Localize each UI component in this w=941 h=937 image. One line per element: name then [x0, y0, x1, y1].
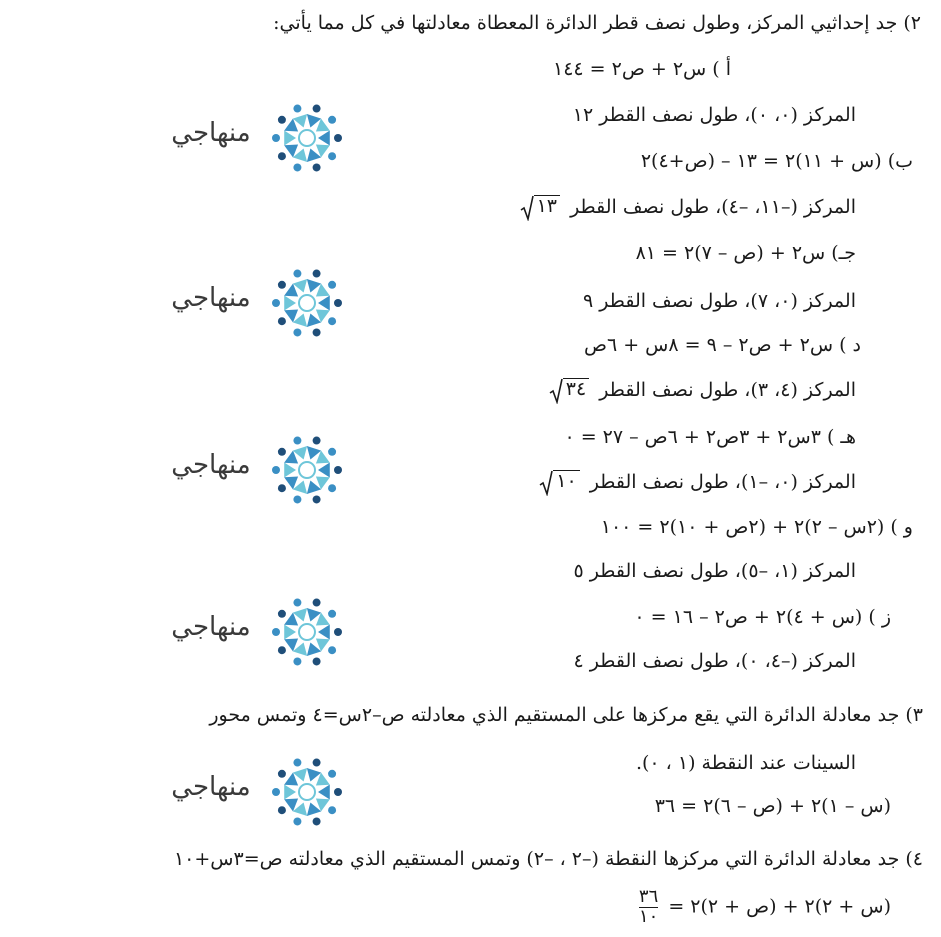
minhaji-logo-icon — [267, 592, 347, 672]
q2-a-equation: أ ) س٢ + ص٢ = ١٤٤ — [552, 58, 731, 80]
radical-sign — [520, 195, 560, 221]
fraction-numerator: ٣٦ — [638, 886, 659, 907]
minhaji-logo-text: منهاجي — [171, 450, 251, 480]
minhaji-logo-text: منهاجي — [171, 612, 251, 642]
minhaji-logo-icon — [267, 263, 347, 343]
q2-e-answer-text: المركز (٠، –١)، طول نصف القطر — [589, 471, 856, 493]
minhaji-logo-icon — [267, 752, 347, 832]
minhaji-logo — [155, 752, 345, 834]
q2-e-equation: هـ ) ٣س٢ + ٣ص٢ + ٦ص – ٢٧ = ٠ — [564, 426, 856, 448]
q4-answer — [635, 888, 891, 927]
q2-a-answer: المركز (٠، ٠)، طول نصف القطر ١٢ — [572, 104, 856, 126]
minhaji-logo-text: منهاجي — [171, 772, 251, 802]
q4-answer-text: (س + ٢)٢ + (ص + ٢)٢ = — [668, 895, 891, 918]
radical-sign — [539, 470, 579, 496]
minhaji-logo-text: منهاجي — [171, 283, 251, 313]
q3-line1: ٣) جد معادلة الدائرة التي يقع مركزها على المستقيم الذي معادلته ص–٢س=٤ وتمس محور — [209, 704, 923, 726]
minhaji-logo — [155, 430, 345, 512]
q2-f-answer: المركز (١، –٥)، طول نصف القطر ٥ — [573, 560, 856, 582]
minhaji-logo-text: منهاجي — [171, 118, 251, 148]
q2-b-answer — [516, 195, 856, 221]
q3-line2: السينات عند النقطة (١ ، ٠). — [635, 752, 856, 774]
q3-answer: (س – ١)٢ + (ص – ٦)٢ = ٣٦ — [654, 795, 891, 817]
fraction — [639, 888, 658, 927]
minhaji-logo-icon — [267, 430, 347, 510]
radical-sign — [549, 378, 589, 404]
q2-g-answer: المركز (–٤، ٠)، طول نصف القطر ٤ — [573, 650, 856, 672]
q2-g-equation: ز ) (س + ٤)٢ + ص٢ – ١٦ = ٠ — [634, 606, 891, 628]
q4-line1: ٤) جد معادلة الدائرة التي مركزها النقطة (–٢ ، –٢) وتمس المستقيم الذي معادلته ص=٣س+١٠ — [173, 848, 923, 870]
minhaji-logo — [155, 592, 345, 674]
fraction-denominator: ١٠ — [638, 905, 659, 927]
q2-c-equation: جـ) س٢ + (ص – ٧)٢ = ٨١ — [635, 242, 856, 264]
q2-d-answer — [545, 378, 856, 404]
radicand: ٣٤ — [563, 378, 589, 404]
q2-b-answer-text: المركز (–١١، –٤)، طول نصف القطر — [570, 196, 856, 218]
minhaji-logo-icon — [267, 98, 347, 178]
q2-c-answer: المركز (٠، ٧)، طول نصف القطر ٩ — [583, 290, 856, 312]
q2-title: ٢) جد إحداثيي المركز، وطول نصف قطر الدائرة المعطاة معادلتها في كل مما يأتي: — [273, 12, 921, 34]
q2-e-answer — [535, 470, 856, 496]
q2-f-equation: و ) (٢س – ٢)٢ + (٢ص + ١٠)٢ = ١٠٠ — [600, 516, 913, 538]
q2-d-answer-text: المركز (٤، ٣)، طول نصف القطر — [599, 379, 856, 401]
q2-b-equation: ب) (س + ١١)٢ = ١٣ – (ص+٤)٢ — [640, 150, 913, 172]
minhaji-logo — [155, 98, 345, 180]
radicand: ١٠ — [553, 470, 579, 496]
radicand: ١٣ — [534, 195, 560, 221]
minhaji-logo — [155, 263, 345, 345]
q2-d-equation: د ) س٢ + ص٢ – ٩ = ٨س + ٦ص — [583, 334, 861, 356]
